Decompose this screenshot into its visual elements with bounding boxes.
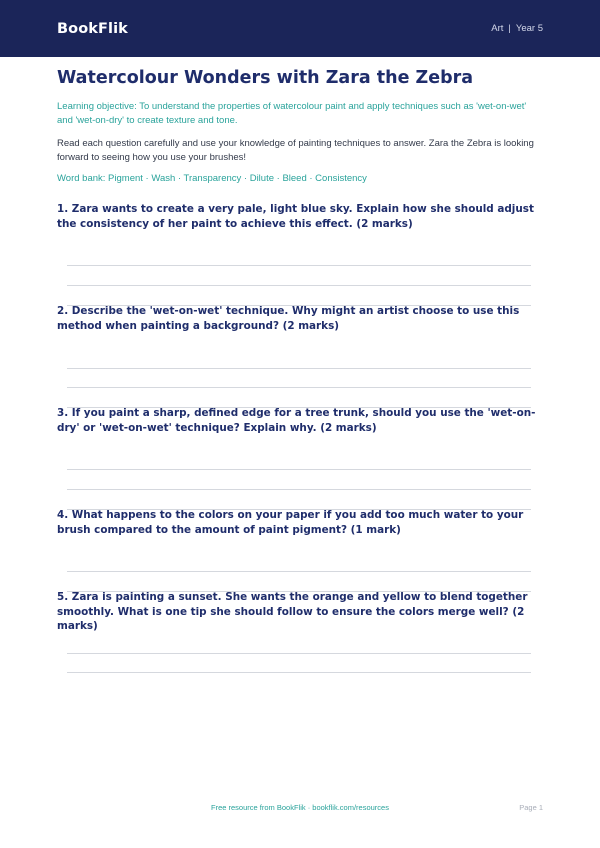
answer-line-1a[interactable] — [67, 265, 531, 266]
footer-credit[interactable]: Free resource from BookFlik · bookflik.com/resources — [211, 803, 389, 812]
answer-line-3b[interactable] — [67, 489, 531, 490]
meta-separator: | — [508, 23, 511, 34]
question-1: 1. Zara wants to create a very pale, light blue sky. Explain how she should adjust the consistency of her paint to achieve this effect. (2 marks) — [57, 203, 534, 230]
answer-line-5a[interactable] — [67, 653, 531, 654]
page-number: Page 1 — [519, 803, 543, 812]
answer-line-5b[interactable] — [67, 672, 531, 673]
question-4: 4. What happens to the colors on your paper if you add too much water to your brush compared to the amount of paint pigment? (1 mark) — [57, 509, 524, 536]
learning-objective: Learning objective: To understand the properties of watercolour paint and apply techniques such as 'wet-on-wet' and 'wet-on-dry' to create texture and tone. — [57, 101, 527, 126]
year-label: Year 5 — [515, 23, 543, 34]
worksheet-intro — [57, 65, 543, 186]
header-bar — [0, 0, 600, 57]
question-3: 3. If you paint a sharp, defined edge for a tree trunk, should you use the 'wet-on-dry' or 'wet-on-wet' technique? Explain why. (2 marks) — [57, 407, 536, 434]
instructions: Read each question carefully and use your knowledge of painting techniques to answer. Zara the Zebra is looking forward to seeing how you use your brushes! — [57, 138, 534, 163]
question-5: 5. Zara is painting a sunset. She wants the orange and yellow to blend together smoothly. What is one tip she should follow to ensure the colors merge well? (2 marks) — [57, 591, 528, 632]
answer-line-4a[interactable] — [67, 571, 531, 572]
answer-line-3a[interactable] — [67, 469, 531, 470]
subject-meta — [491, 23, 543, 34]
answer-line-1b[interactable] — [67, 285, 531, 286]
brand-logo[interactable]: BookFlik — [57, 20, 128, 37]
answer-line-2a[interactable] — [67, 368, 531, 369]
page-title: Watercolour Wonders with Zara the Zebra — [57, 68, 474, 88]
answer-line-2b[interactable] — [67, 387, 531, 388]
subject-label: Art — [491, 23, 504, 34]
question-2: 2. Describe the 'wet-on-wet' technique. Why might an artist choose to use this method when painting a background? (2 marks) — [57, 305, 520, 332]
word-bank: Word bank: Pigment · Wash · Transparency · Dilute · Bleed · Consistency — [57, 173, 367, 184]
